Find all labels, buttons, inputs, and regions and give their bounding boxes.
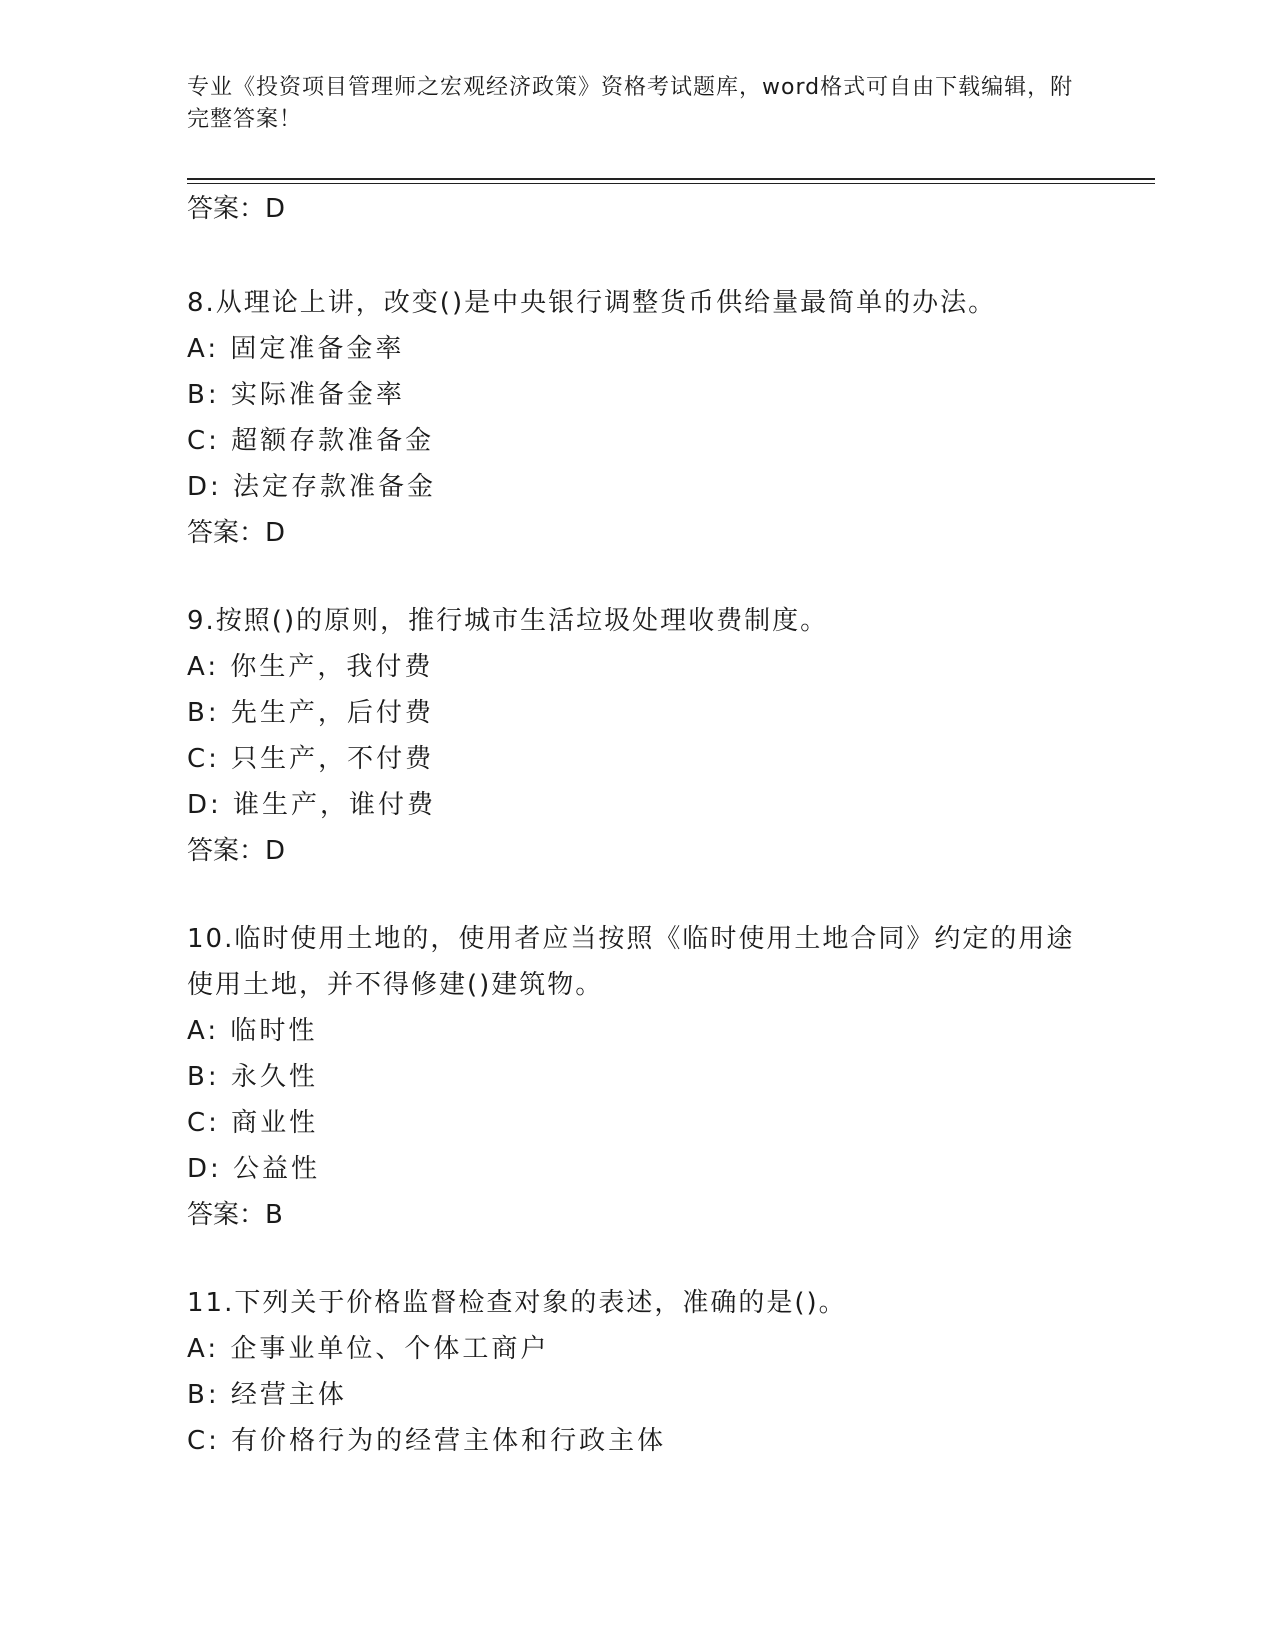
option-a: A: 临时性	[187, 1016, 318, 1046]
question-text: 10.临时使用土地的，使用者应当按照《临时使用土地合同》约定的用途使用土地，并不得修建()建筑物。	[187, 924, 1075, 1000]
question-text: 8.从理论上讲，改变()是中央银行调整货币供给量最简单的办法。	[187, 288, 997, 318]
spacer	[187, 874, 1087, 916]
question-text: 9.按照()的原则，推行城市生活垃圾处理收费制度。	[187, 606, 829, 636]
option-c: C: 商业性	[187, 1108, 319, 1138]
option-a: A: 固定准备金率	[187, 334, 405, 364]
option-c: C: 只生产，不付费	[187, 744, 435, 774]
answer-line: 答案：D	[187, 194, 286, 224]
spacer	[187, 238, 1087, 280]
option-d: D: 谁生产，谁付费	[187, 790, 437, 820]
question-block	[187, 916, 1087, 1238]
answer-line: 答案：D	[187, 518, 286, 548]
option-d: D: 公益性	[187, 1154, 321, 1184]
option-d: D: 法定存款准备金	[187, 472, 437, 502]
header-divider-thin	[187, 183, 1155, 184]
answer-line: 答案：B	[187, 1200, 283, 1230]
header-intro-text: 专业《投资项目管理师之宏观经济政策》资格考试题库，word格式可自由下载编辑，附完整答案！	[187, 75, 1074, 132]
document-header	[187, 72, 1077, 136]
question-block	[187, 280, 1087, 556]
question-list	[187, 192, 1087, 1464]
option-b: B: 经营主体	[187, 1380, 347, 1410]
option-b: B: 永久性	[187, 1062, 318, 1092]
answer-line: 答案：D	[187, 836, 286, 866]
option-b: B: 先生产，后付费	[187, 698, 434, 728]
question-block	[187, 1280, 1087, 1464]
spacer	[187, 556, 1087, 598]
option-c: C: 超额存款准备金	[187, 426, 435, 456]
option-a: A: 你生产，我付费	[187, 652, 434, 682]
option-c: C: 有价格行为的经营主体和行政主体	[187, 1426, 667, 1456]
question-text: 11.下列关于价格监督检查对象的表述，准确的是()。	[187, 1288, 847, 1318]
option-b: B: 实际准备金率	[187, 380, 405, 410]
option-a: A: 企事业单位、个体工商户	[187, 1334, 550, 1364]
question-block	[187, 598, 1087, 874]
header-divider-thick	[187, 178, 1155, 180]
spacer	[187, 1238, 1087, 1280]
